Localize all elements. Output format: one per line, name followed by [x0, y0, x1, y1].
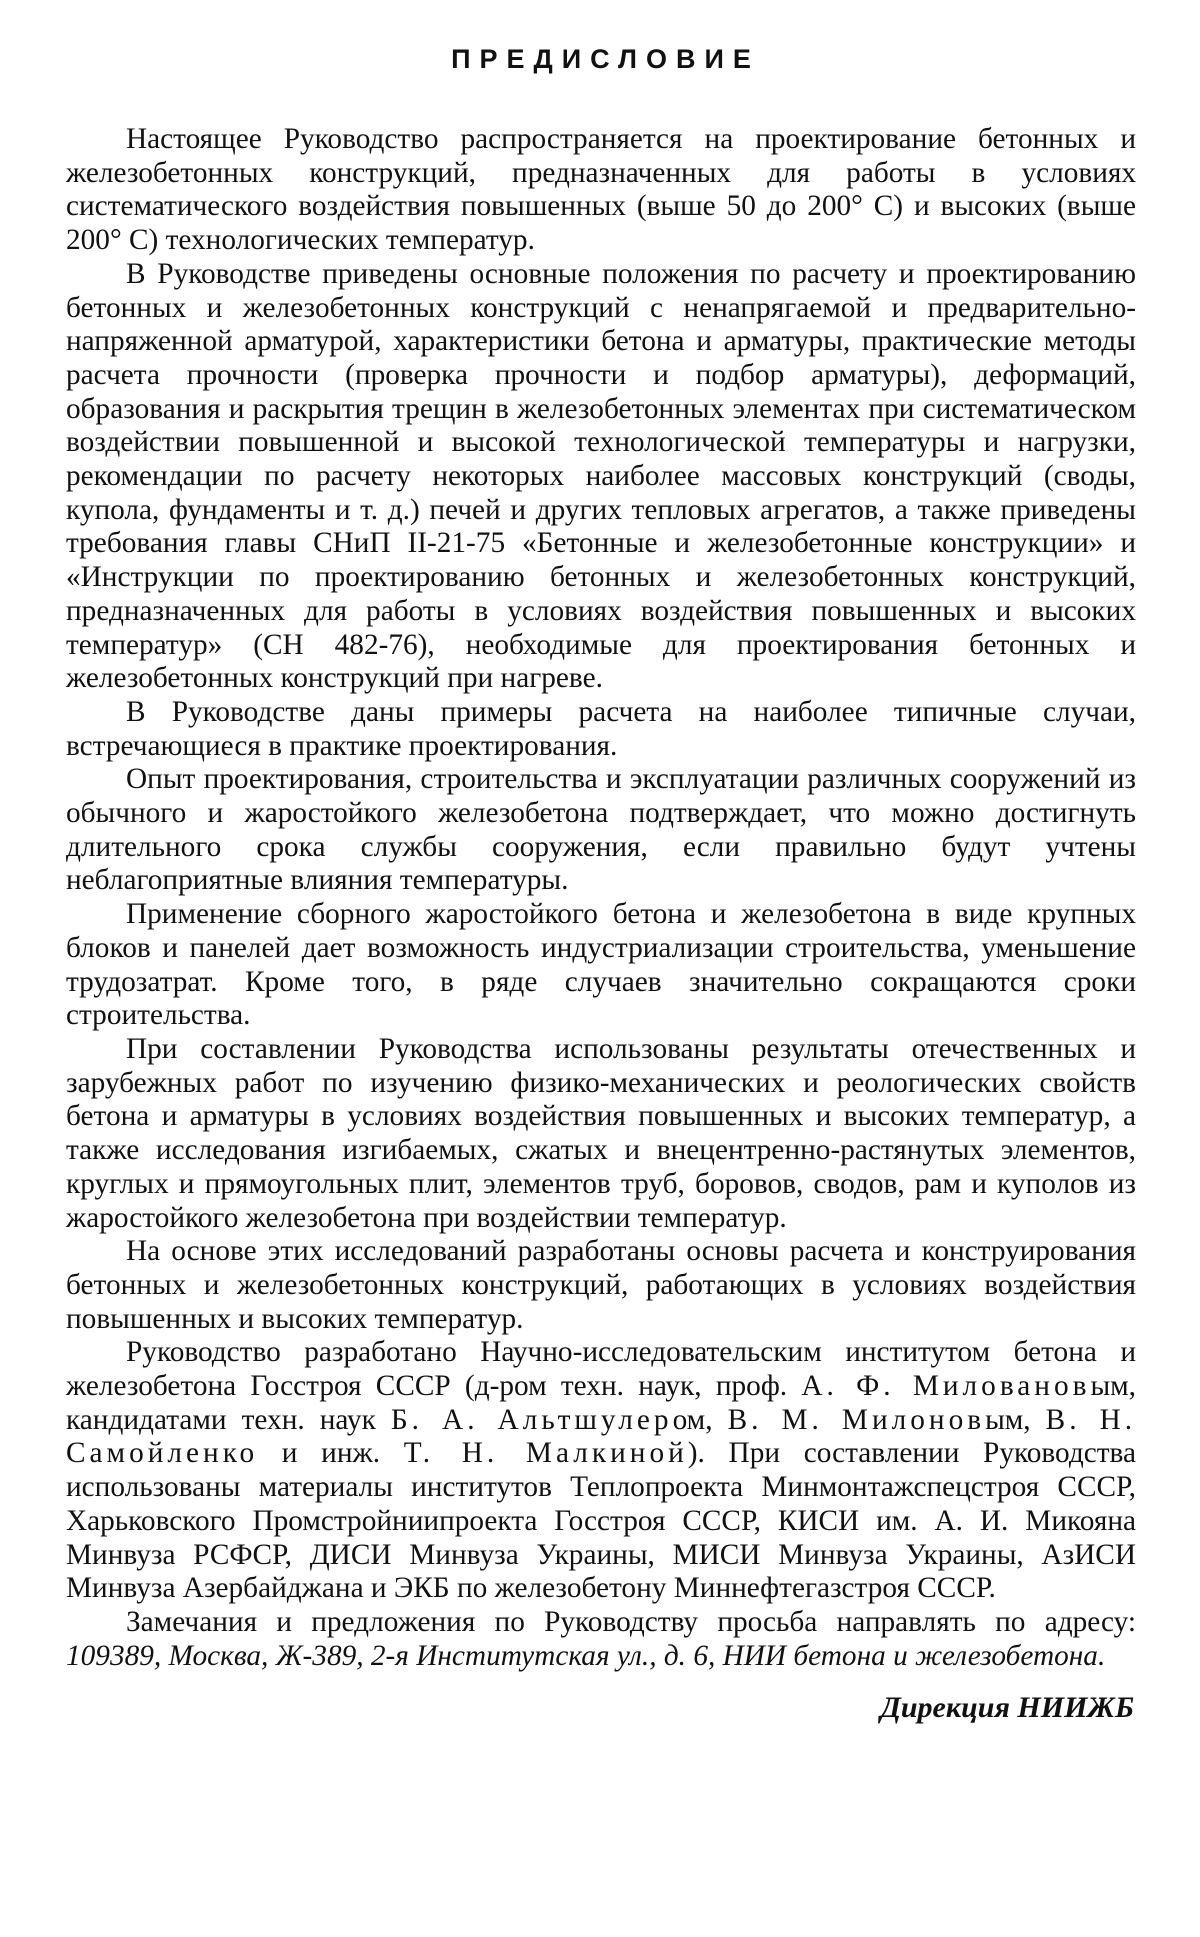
signature: Дирекция НИИЖБ	[880, 1691, 1134, 1725]
paragraph-examples: В Руководстве даны примеры расчета на наиболее типичные случаи, встречающиеся в практике проектирования.	[66, 695, 1136, 762]
paragraph-research-results: При составлении Руководства использованы результаты отечественных и зарубежных работ по изучению физико-механических и реологических свойств бетона и арматуры в условиях воздействия повышенных и высоких температур, а также исследования изгибаемых, сжатых и внецентренно-растянутых элементов, круглых и прямоугольных плит, элементов труб, боровов, сводов, рам и куполов из жаростойкого железобетона при воздействии температур.	[66, 1032, 1136, 1234]
paragraph-authors	[66, 1336, 1136, 1606]
paragraph-feedback	[66, 1606, 1136, 1673]
document-title: ПРЕДИСЛОВИЕ	[451, 44, 760, 74]
author-name: В. М. Милонов	[727, 1403, 986, 1436]
authors-text: ым,	[985, 1403, 1031, 1436]
paragraph-prefabrication: Применение сборного жаростойкого бетона и железобетона в виде крупных блоков и панелей дает возможность индустриализации строительства, уменьшение трудозатрат. Кроме того, в ряде случаев значительно сокращаются сроки строительства.	[66, 898, 1136, 1032]
paragraph-scope: Настоящее Руководство распространяется на проектирование бетонных и железобетонных конструкций, предназначенных для работы в условиях систематического воздействия повышенных (выше 50 до 200° С) и высоких (выше 200° С) технологических температур.	[66, 123, 1136, 257]
paragraph-contents: В Руководстве приведены основные положения по расчету и проектированию бетонных и железобетонных конструкций с ненапрягаемой и предварительно-напряженной арматурой, характеристики бетона и арматуры, практические методы расчета прочности (проверка прочности и подбор арматуры), деформаций, образования и раскрытия трещин в железобетонных элементах при систематическом воздействии повышенной и высокой технологической температуры и нагрузки, рекомендации по расчету некоторых наиболее массовых конструкций (своды, купола, фундаменты и т. д.) печей и других тепловых агрегатов, а также приведены требования главы СНиП II-21-75 «Бетонные и железобетонные конструкции» и «Инструкции по проектированию бетонных и железобетонных конструкций, предназначенных для работы в условиях воздействия повышенных и высоких температур» (СН 482-76), необходимые для проектирования бетонных и железобетонных конструкций при нагреве.	[66, 257, 1136, 695]
document-page	[66, 44, 1136, 1725]
authors-text: ым, кандидатами техн. наук	[66, 1370, 1136, 1436]
paragraph-design-basis: На основе этих исследований разработаны основы расчета и конструирования бетонных и железобетонных конструкций, работающих в условиях воздействия повышенных и высоких температур.	[66, 1235, 1136, 1335]
postal-address: 109389, Москва, Ж-389, 2-я Институтская ул., д. 6, НИИ бетона и железобетона.	[66, 1639, 1106, 1672]
author-name: А. Ф. Милованов	[801, 1370, 1091, 1403]
author-name: В. Н. Самойленко	[66, 1403, 1137, 1470]
authors-outro: ). При составлении Руководства использованы материалы институтов Теплопроекта Минмонтажспецстроя СССР, Харьковского Промстройниипроекта Госстроя СССР, КИСИ им. А. И. Микояна Минвуза РСФСР, ДИСИ Минвуза Украины, МИСИ Минвуза Украины, АзИСИ Минвуза Азербайджана и ЭКБ по железобетону Миннефтегазстроя СССР.	[66, 1437, 1136, 1605]
author-name: Т. Н. Малкиной	[403, 1437, 688, 1470]
authors-text: ом,	[672, 1403, 713, 1436]
feedback-text: Замечания и предложения по Руководству просьба направлять по адресу:	[126, 1605, 1136, 1638]
document-body	[66, 123, 1136, 1673]
paragraph-experience: Опыт проектирования, строительства и эксплуатации различных сооружений из обычного и жаростойкого железобетона подтверждает, что можно достигнуть длительного срока службы сооружения, если правильно будут учтены неблагоприятные влияния температуры.	[66, 763, 1136, 897]
authors-intro: Руководство разработано Научно-исследовательским институтом бетона и железобетона Госстроя СССР (д-ром техн. наук, проф.	[66, 1336, 1136, 1403]
author-name: Б. А. Альтшулер	[390, 1403, 673, 1436]
authors-text: и инж.	[281, 1437, 381, 1470]
